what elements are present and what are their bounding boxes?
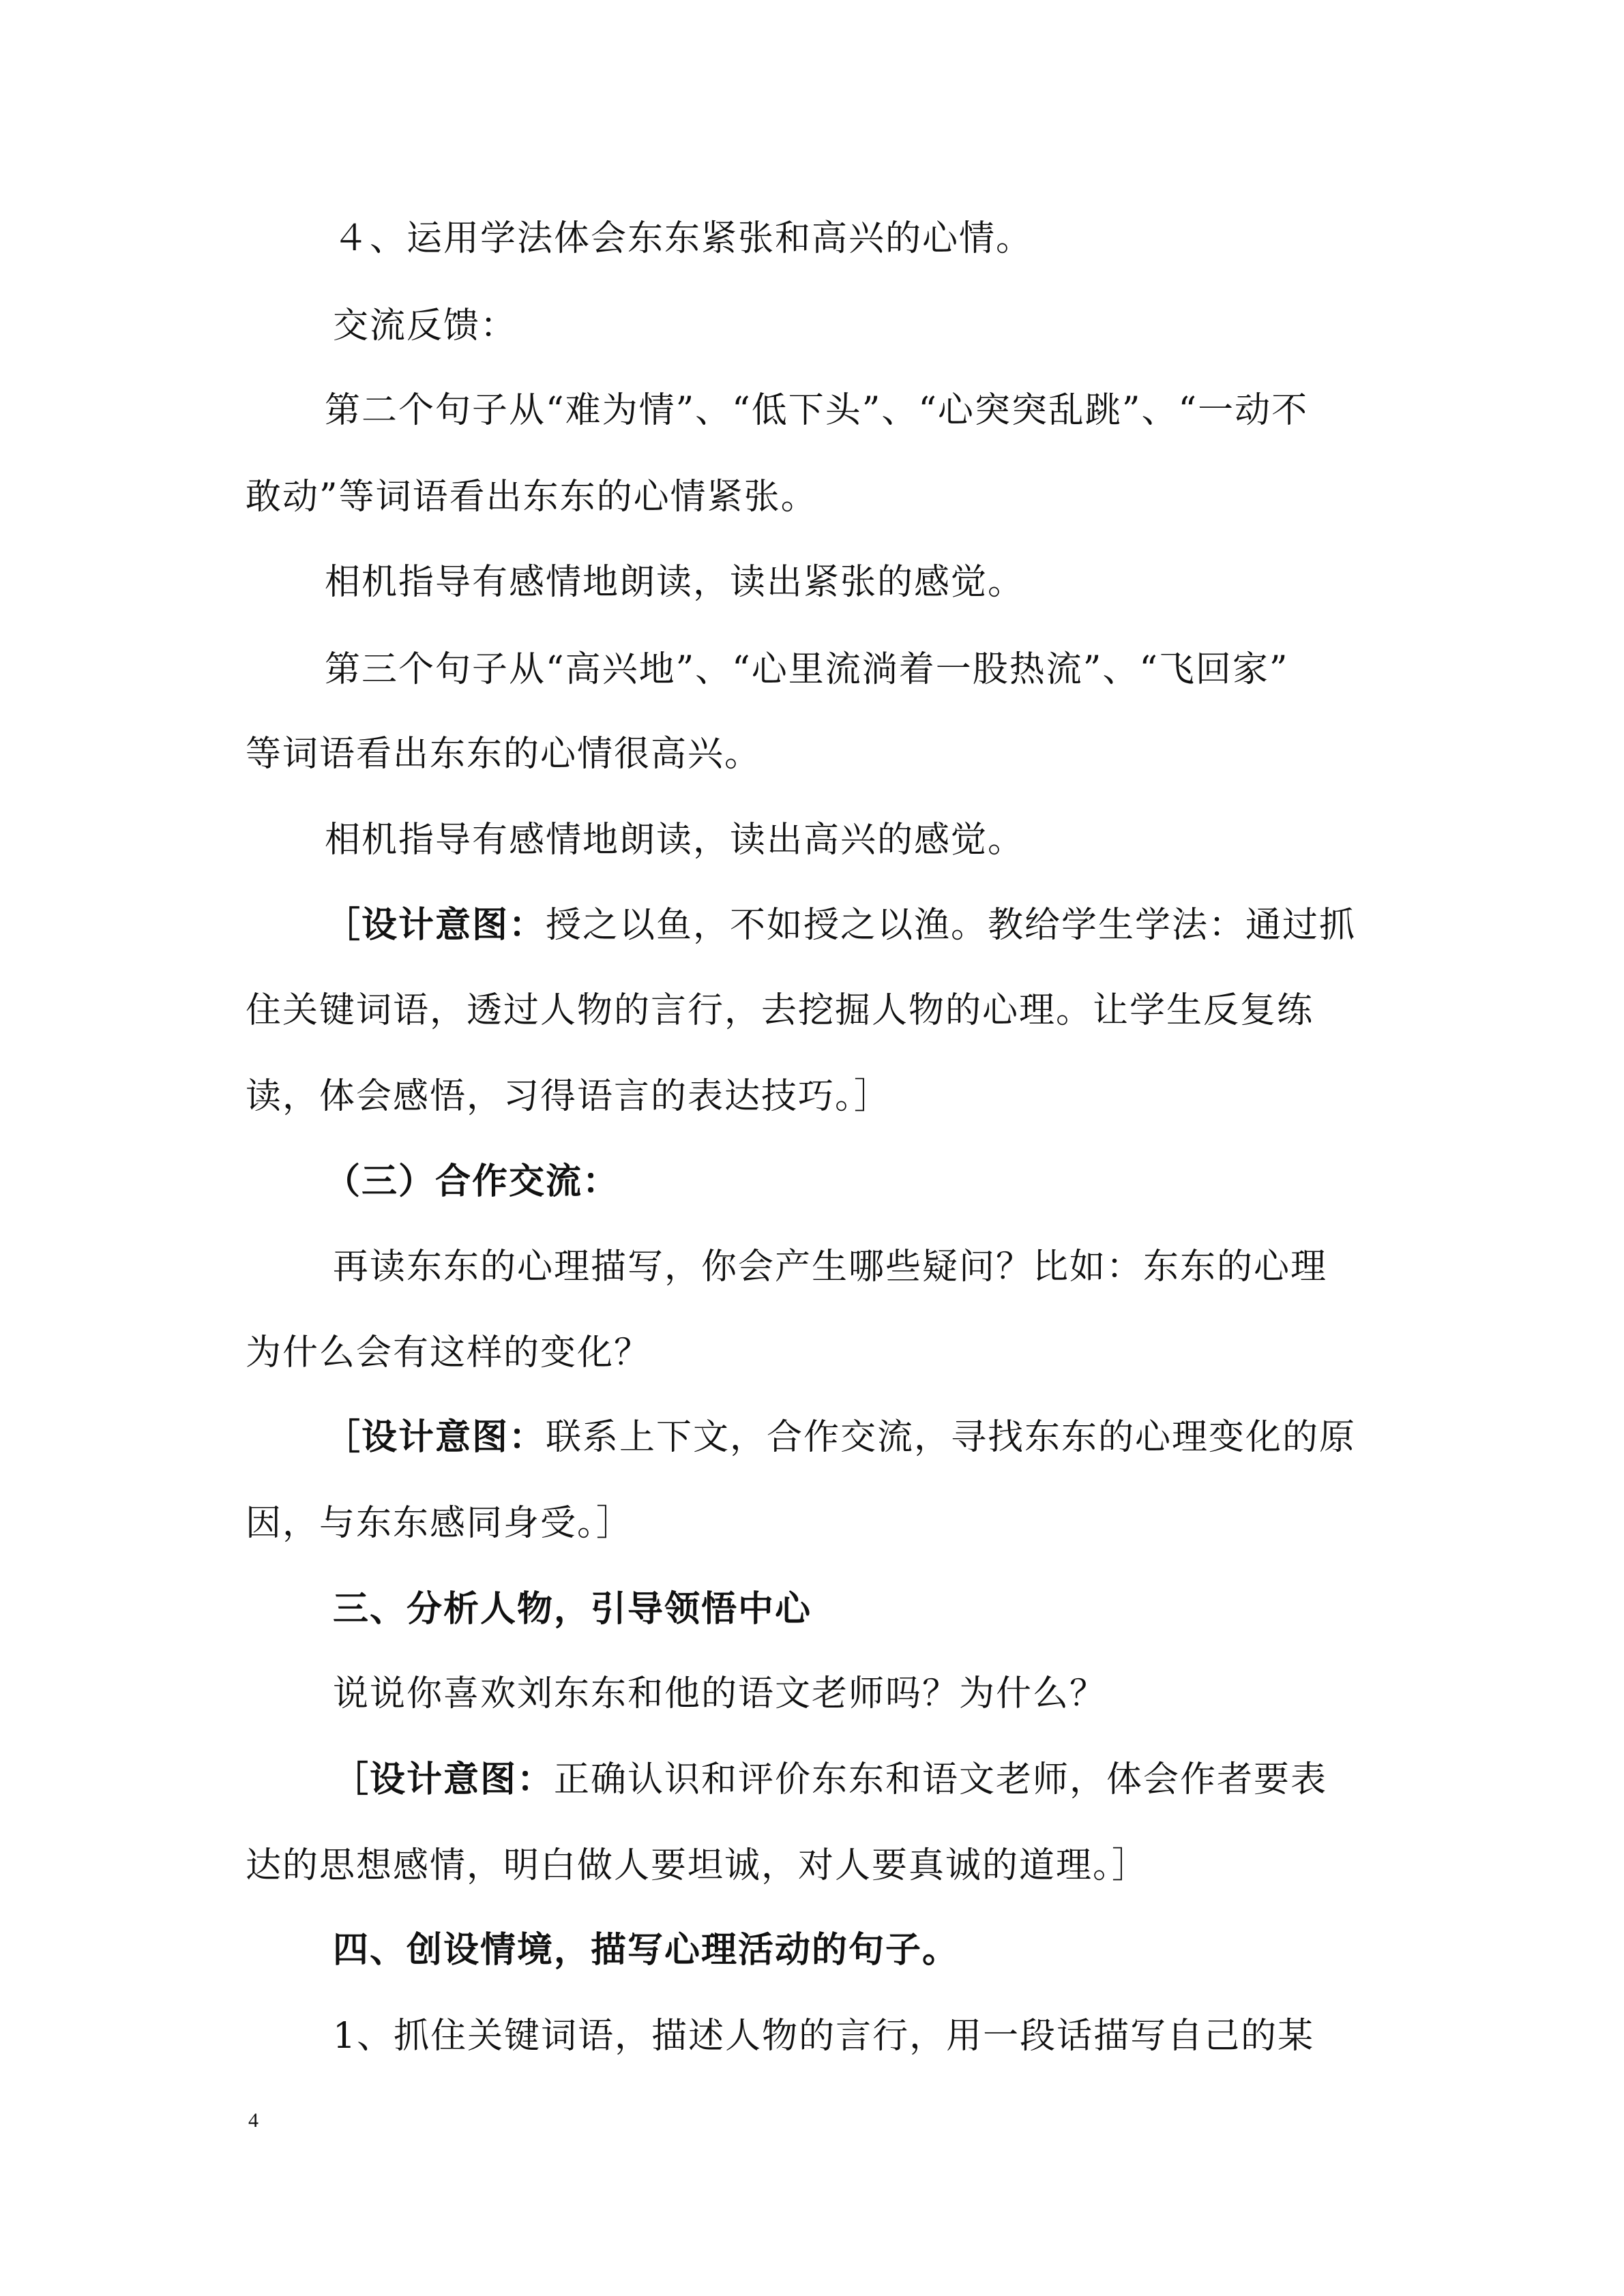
text-line: 第二个句子从“难为情”、“低下头”、“心突突乱跳”、“一动不 — [325, 390, 1309, 431]
text-line: 等词语看出东东的心情很高兴。 — [246, 734, 762, 775]
text-line: 再读东东的心理描写，你会产生哪些疑问？比如：东东的心理 — [333, 1247, 1328, 1287]
text-line: 达的思想感情，明白做人要坦诚，对人要真诚的道理。］ — [246, 1845, 1149, 1886]
text-line: 相机指导有感情地朗读，读出紧张的感觉。 — [325, 562, 1025, 603]
section-heading: 三、分析人物，引导领悟中心 — [333, 1588, 812, 1630]
design-intent-label: ［设计意图： — [333, 1759, 555, 1800]
design-intent-text: 授之以鱼，不如授之以渔。教给学生学法：通过抓 — [546, 905, 1357, 946]
design-intent-text: 正确认识和评价东东和语文老师，体会作者要表 — [554, 1759, 1328, 1800]
text-line: 1、抓住关键词语，描述人物的言行，用一段话描写自己的某 — [333, 2016, 1315, 2057]
text-line: 为什么会有这样的变化？ — [246, 1332, 651, 1373]
design-intent-label: ［设计意图： — [325, 904, 546, 946]
text-line: 读，体会感悟，习得语言的表达技巧。］ — [246, 1076, 891, 1117]
section-heading: 四、创设情境，描写心理活动的句子。 — [333, 1929, 960, 1971]
text-line: 第三个句子从“高兴地”、“心里流淌着一股热流”、“飞回家” — [325, 649, 1289, 690]
text-line: 交流反馈： — [333, 305, 518, 346]
text-line: 相机指导有感情地朗读，读出高兴的感觉。 — [325, 820, 1025, 861]
design-intent-paragraph — [333, 1758, 1327, 1802]
text-line: 因，与东东感同身受。］ — [246, 1503, 634, 1544]
design-intent-paragraph — [325, 904, 1356, 947]
design-intent-text: 联系上下文，合作交流，寻找东东的心理变化的原 — [546, 1417, 1357, 1458]
design-intent-label: ［设计意图： — [325, 1416, 546, 1458]
text-line: 说说你喜欢刘东东和他的语文老师吗？为什么？ — [333, 1673, 1107, 1714]
text-line: 住关键词语，透过人物的言行，去挖掘人物的心理。让学生反复练 — [246, 990, 1314, 1031]
text-line: ４、运用学法体会东东紧张和高兴的心情。 — [333, 218, 1033, 259]
design-intent-paragraph — [325, 1416, 1356, 1459]
text-line: 敢动”等词语看出东东的心情紧张。 — [246, 477, 818, 518]
section-heading: （三）合作交流： — [325, 1161, 620, 1202]
page-number: 4 — [248, 2109, 259, 2132]
